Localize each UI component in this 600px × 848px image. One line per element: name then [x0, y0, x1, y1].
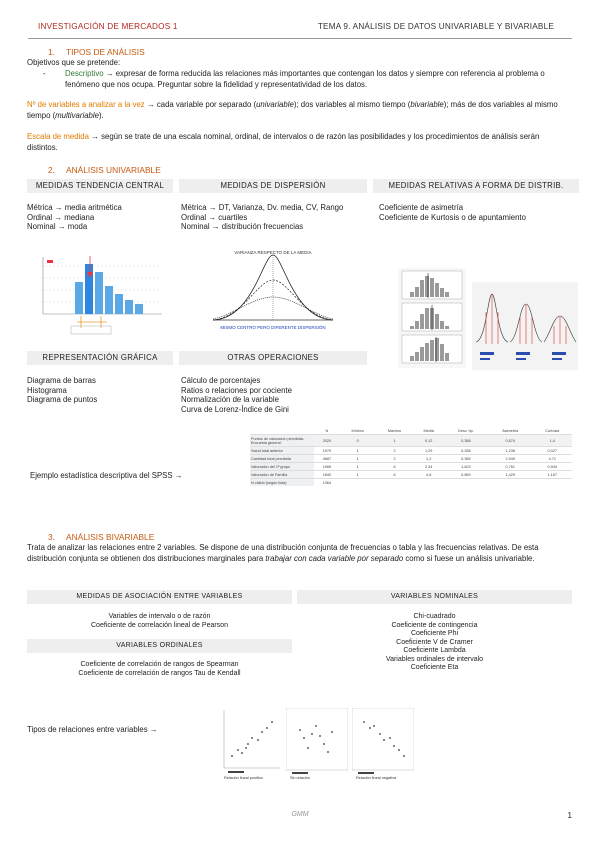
- representation-list: Diagrama de barras Histograma Diagrama de puntos: [27, 376, 98, 405]
- dispersion-list: Métrica → DT, Varianza, Dv. media, CV, Rango Ordinal → cuartiles Nominal → distribución frecuencias: [181, 203, 344, 232]
- association-header: MEDIDAS DE ASOCIACIÓN ENTRE VARIABLES: [27, 590, 292, 604]
- table-cell: 1,429: [488, 471, 533, 479]
- table-cell: 2020: [314, 435, 340, 447]
- table-cell: 0,12: [413, 435, 444, 447]
- scatter-caption: Relación lineal positiva: [224, 776, 263, 780]
- association-list: Variables de intervalo o de razón Coeficiente de correlación lineal de Pearson: [91, 613, 228, 629]
- escala-paragraph: Escala de medida → según se trate de una escala nominal, ordinal, de intervalos o de razón las posibilidades y los procedimientos de análisis serán distintos.: [27, 132, 540, 152]
- ordinal-header: VARIABLES ORDINALES: [27, 639, 292, 653]
- table-cell: 1: [340, 447, 376, 455]
- table-cell: 6: [376, 471, 414, 479]
- table-row: [250, 479, 572, 487]
- descriptivo-paragraph: Descriptivo → expresar de forma reducida las relaciones más importantes que contengan los datos y siempre con referencia al problema o fenómeno que nos ocupa. Preguntar sobre la fidelidad y representatividad de los datos.: [65, 69, 545, 89]
- relationship-types-label: Tipos de relaciones entre variables →: [27, 725, 158, 734]
- table-cell: 1,29: [413, 447, 444, 455]
- table-cell: 4,8: [413, 471, 444, 479]
- objectives-label: Objetivos que se pretende:: [27, 58, 121, 67]
- table-cell: 0,859: [444, 471, 488, 479]
- table-cell: [488, 479, 533, 487]
- table-row-label: N válido (según lista): [250, 479, 314, 487]
- table-cell: 1965: [314, 463, 340, 471]
- header-course: INVESTIGACIÓN DE MERCADOS 1: [38, 22, 178, 31]
- table-cell: 0,336: [444, 447, 488, 455]
- table-cell: 0,356: [444, 455, 488, 463]
- table-cell: [444, 479, 488, 487]
- nominal-header: VARIABLES NOMINALES: [297, 590, 572, 604]
- scatter-caption: Relación lineal negativa: [356, 776, 397, 780]
- table-row: [250, 455, 572, 463]
- table-header-cell: Media: [423, 429, 434, 433]
- scatter-negative: [352, 708, 414, 780]
- table-cell: 1840: [314, 471, 340, 479]
- section-2-heading: 2. ANÁLISIS UNIVARIABLE: [48, 165, 161, 175]
- table-cell: 0,944: [533, 463, 572, 471]
- table-cell: 0: [340, 435, 376, 447]
- table-cell: 2: [376, 447, 414, 455]
- table-header-cell: Desv. típ.: [458, 429, 474, 433]
- spss-example-label: Ejemplo estadística descriptiva del SPSS →: [30, 471, 183, 480]
- table-cell: 0,574: [488, 435, 533, 447]
- spss-descriptive-table: [250, 428, 572, 486]
- scatter-positive: [220, 708, 282, 780]
- table-cell: 0,761: [488, 463, 533, 471]
- table-cell: 2,34: [413, 463, 444, 471]
- scatter-none: [286, 708, 348, 780]
- curve-caption: MISMO CENTRO PERO DIFERENTE DISPERSIÓN: [220, 325, 326, 330]
- nvariables-paragraph: Nº de variables a analizar a la vez → cada variable por separado (univariable); dos variables al mismo tiempo (bivariable); más de dos variables al mismo tiempo (multivariable).: [27, 100, 558, 120]
- table-cell: [340, 479, 376, 487]
- shape-header: MEDIDAS RELATIVAS A FORMA DE DISTRIB.: [373, 179, 579, 193]
- table-row-label: Cantidad total percibida: [250, 455, 314, 463]
- table-cell: 1: [340, 463, 376, 471]
- other-operations-list: Cálculo de porcentajes Ratios o relaciones por cociente Normalización de la variable Curva de Lorenz-Índice de Gini: [181, 376, 292, 414]
- table-cell: 0,027: [533, 447, 572, 455]
- table-row: [250, 471, 572, 479]
- spss-table-grid: [250, 428, 572, 486]
- dispersion-header: MEDIDAS DE DISPERSIÓN: [179, 179, 367, 193]
- table-row-label: Valoración de Familia: [250, 471, 314, 479]
- histogram-figure: [27, 252, 167, 342]
- table-header-cell: Curtosis: [545, 429, 560, 433]
- table-cell: [413, 479, 444, 487]
- table-row-label: Valoración del 1ª grupo: [250, 463, 314, 471]
- table-cell: 1,236: [488, 447, 533, 455]
- table-cell: [376, 479, 414, 487]
- scatter-caption: Sin relación: [290, 776, 310, 780]
- table-cell: 4,71: [533, 455, 572, 463]
- table-cell: 1,4: [533, 435, 572, 447]
- shape-list: Coeficiente de asimetría Coeficiente de Kurtosis o de apuntamiento: [379, 203, 526, 222]
- table-header-cell: N: [325, 429, 329, 433]
- section-3-heading: 3. ANÁLISIS BIVARIABLE: [48, 532, 155, 542]
- table-cell: 1364: [314, 479, 340, 487]
- central-tendency-header: MEDIDAS TENDENCIA CENTRAL: [27, 179, 173, 193]
- table-header-cell: Mínimo: [351, 429, 364, 433]
- other-operations-header: OTRAS OPERACIONES: [179, 351, 367, 365]
- section-1-heading: 1. TIPOS DE ANÁLISIS: [48, 47, 145, 57]
- table-cell: 1: [340, 471, 376, 479]
- table-cell: 1,2: [413, 455, 444, 463]
- table-header-cell: Máximo: [387, 429, 402, 433]
- representation-header: REPRESENTACIÓN GRÁFICA: [27, 351, 173, 365]
- table-cell: 1,157: [533, 471, 572, 479]
- footer-signature: GMM: [291, 811, 309, 818]
- table-cell: 1970: [314, 447, 340, 455]
- table-cell: 1,623: [444, 463, 488, 471]
- header-topic: TEMA 9. ANÁLISIS DE DATOS UNIVARIABLE Y BIVARIABLE: [317, 22, 554, 31]
- table-cell: 6: [376, 463, 414, 471]
- table-cell: 2: [376, 455, 414, 463]
- table-row: [250, 447, 572, 455]
- table-row: [250, 435, 572, 447]
- table-row-label: Salud total anterior: [250, 447, 314, 455]
- ordinal-list: Coeficiente de correlación de rangos de Spearman Coeficiente de correlación de rangos Tau de Kendall: [78, 661, 241, 677]
- table-cell: 0,358: [444, 435, 488, 447]
- table-cell: 4687: [314, 455, 340, 463]
- table-cell: 1: [340, 455, 376, 463]
- curve-title: VARIANZA RESPECTO DE LA MEDIA: [234, 250, 312, 255]
- bivariate-intro: Trata de analizar las relaciones entre 2 variables. Se dispone de una distribución conjunta de frecuencias o tabla y las frecuencias relativas. De esta distribución conjunta se obtienen dos distribuciones marginales para trabajar con cada variable por separado como si fuese un análisis univariable.: [27, 543, 539, 563]
- kurtosis-figure: [472, 282, 578, 370]
- table-row: [250, 463, 572, 471]
- header-divider: [28, 38, 572, 39]
- table-cell: 1: [376, 435, 414, 447]
- dispersion-curves-figure: [208, 245, 338, 335]
- table-row-label: Puntos de valoración percibida: Encuesta general: [250, 435, 314, 447]
- table-cell: [533, 479, 572, 487]
- central-tendency-list: Métrica → media aritmética Ordinal → mediana Nominal → moda: [27, 203, 122, 232]
- bullet-dash: -: [43, 69, 46, 78]
- page-number: 1: [567, 811, 572, 820]
- nominal-list: Chi-cuadrado Coeficiente de contingencia Coeficiente Phi Coeficiente V de Cramer Coeficiente Lambda Variables ordinales de intervalo Coeficiente Eta: [385, 613, 484, 671]
- table-header-cell: Asimetría: [502, 429, 519, 433]
- table-cell: 2,949: [488, 455, 533, 463]
- skewness-figure: [398, 268, 466, 368]
